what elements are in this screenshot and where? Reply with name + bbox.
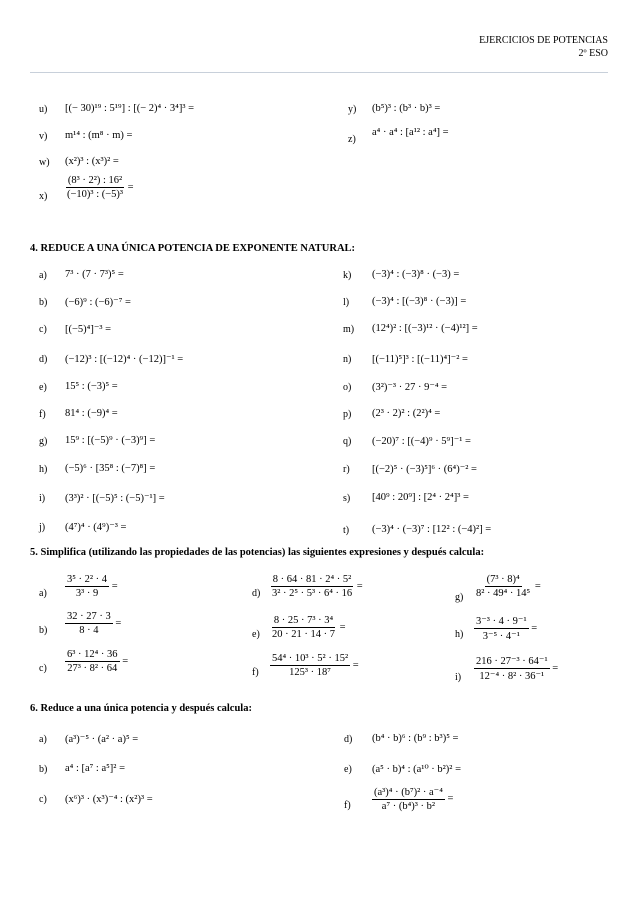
exercise-expression: (a⁵ · b)⁴ : (a¹⁰ · b²)² = xyxy=(372,764,461,775)
exercise-expression: (x⁶)³ · (x³)⁻⁴ : (x²)³ = xyxy=(65,794,153,805)
exercise-expression: 7³ · (7 · 7³)⁵ = xyxy=(65,269,124,280)
exercise-label: u) xyxy=(39,104,48,115)
fraction-numerator: 54⁴ · 10³ · 5² · 15² xyxy=(272,653,349,664)
equals-sign: = xyxy=(531,622,538,634)
fraction-denominator: 12⁻⁴ · 8² · 36⁻¹ xyxy=(479,671,545,682)
equals-sign: = xyxy=(111,580,118,592)
exercise-expression: (−3)⁴ : (−3)⁸ · (−3) = xyxy=(372,269,460,280)
fraction-denominator: 3⁻⁵ · 4⁻¹ xyxy=(482,631,520,642)
fraction-numerator: 216 · 27⁻³ · 64⁻¹ xyxy=(476,656,548,667)
header-course: 2º ESO xyxy=(578,48,608,59)
exercise-expression: (b⁵)³ : (b³ · b)³ = xyxy=(372,103,441,114)
exercise-label: s) xyxy=(343,493,351,504)
exercise-fraction xyxy=(270,653,359,678)
exercise-fraction xyxy=(474,615,537,642)
exercise-expression: 81⁴ : (−9)⁴ = xyxy=(65,408,118,419)
fraction-numerator: (a³)⁴ · (b⁷)² · a⁻⁴ xyxy=(374,787,443,798)
fraction-denominator: 125³ · 18⁷ xyxy=(289,667,331,678)
exercise-expression: (−6)⁹ : (−6)⁻⁷ = xyxy=(65,297,131,308)
exercise-label: t) xyxy=(343,525,350,536)
section-6-heading: 6. Reduce a una única potencia y después calcula: xyxy=(30,703,252,714)
fraction-denominator: 3³ · 9 xyxy=(75,588,99,599)
exercise-expression: (2³ · 2)² : (2²)⁴ = xyxy=(372,408,441,419)
exercise-label: m) xyxy=(343,324,355,335)
exercise-label: i) xyxy=(39,493,46,504)
exercise-expression: (x²)³ : (x³)² = xyxy=(65,156,119,167)
fraction-numerator: (7³ · 8)⁴ xyxy=(486,574,520,585)
exercise-label: h) xyxy=(39,464,48,475)
exercise-label: e) xyxy=(344,764,352,775)
exercise-label: r) xyxy=(343,464,350,475)
exercise-label: h) xyxy=(455,629,464,640)
exercise-expression: a⁴ : [a⁷ : a⁵]² = xyxy=(65,763,125,774)
exercise-label: a) xyxy=(39,270,47,281)
fraction-numerator: 32 · 27 · 3 xyxy=(67,611,111,622)
exercise-expression: [(−11)⁵]³ : [(−11)⁴]⁻² = xyxy=(372,354,468,365)
exercise-label: o) xyxy=(343,382,352,393)
exercise-expression: (−12)³ : [(−12)⁴ · (−12)]⁻¹ = xyxy=(65,354,184,365)
exercise-label: f) xyxy=(252,667,259,678)
fraction-numerator: 6³ · 12⁴ · 36 xyxy=(67,649,118,660)
exercise-label: g) xyxy=(39,436,48,447)
exercise-label: a) xyxy=(39,734,47,745)
equals-sign: = xyxy=(339,621,346,633)
exercise-fraction xyxy=(474,655,558,682)
exercise-label: e) xyxy=(252,629,260,640)
exercise-fraction xyxy=(65,175,134,200)
fraction-numerator: 3⁻³ · 4 · 9⁻¹ xyxy=(476,616,527,627)
exercise-expression: (−3)⁴ · (−3)⁷ : [12² : (−4)²] = xyxy=(372,524,492,535)
fraction-denominator: 27³ · 8² · 64 xyxy=(67,663,118,674)
fraction-denominator: (−10)³ : (−5)³ xyxy=(67,189,124,200)
exercise-label: p) xyxy=(343,409,352,420)
exercise-expression: (3³)² · [(−5)⁵ : (−5)⁻¹] = xyxy=(65,493,165,504)
exercise-expression: [(−2)⁵ · (−3)⁵]⁶ · (6⁴)⁻² = xyxy=(372,464,477,475)
equals-sign: = xyxy=(127,181,134,193)
exercise-label: c) xyxy=(39,794,47,805)
exercise-label: f) xyxy=(39,409,46,420)
section-4-heading: 4. REDUCE A UNA ÚNICA POTENCIA DE EXPONENTE NATURAL: xyxy=(30,243,356,254)
exercise-label: d) xyxy=(252,588,261,599)
equals-sign: = xyxy=(552,662,559,674)
exercise-label: b) xyxy=(39,297,48,308)
equals-sign: = xyxy=(115,617,122,629)
exercise-fraction xyxy=(474,574,541,599)
exercise-label: g) xyxy=(455,592,464,603)
fraction-denominator: 20 · 21 · 14 · 7 xyxy=(272,629,335,640)
exercise-fraction xyxy=(65,649,128,674)
exercise-label: e) xyxy=(39,382,47,393)
exercise-fraction xyxy=(372,786,453,812)
exercise-expression: m¹⁴ : (m⁸ · m) = xyxy=(65,130,133,141)
exercise-label: y) xyxy=(348,104,357,115)
exercise-label: b) xyxy=(39,764,48,775)
exercise-label: k) xyxy=(343,270,352,281)
exercise-expression: (a³)⁻⁵ · (a² · a)⁵ = xyxy=(65,734,139,745)
exercise-label: n) xyxy=(343,354,352,365)
exercise-fraction xyxy=(65,574,118,599)
exercise-label: c) xyxy=(39,324,47,335)
exercise-expression: a⁴ · a⁴ : [a¹² : a⁴] = xyxy=(372,127,449,138)
exercise-label: w) xyxy=(39,157,50,168)
exercise-label: b) xyxy=(39,625,48,636)
exercise-label: c) xyxy=(39,663,47,674)
exercise-expression: (12⁴)² : [(−3)¹² · (−4)¹²] = xyxy=(372,323,478,334)
exercise-expression: 15⁵ : (−3)⁵ = xyxy=(65,381,118,392)
exercise-expression: (4⁷)⁴ · (4⁹)⁻³ = xyxy=(65,522,127,533)
exercise-expression: (b⁴ · b)⁶ : (b⁹ : b³)⁵ = xyxy=(372,733,459,744)
fraction-denominator: 8 · 4 xyxy=(79,625,99,636)
exercise-label: q) xyxy=(343,436,352,447)
equals-sign: = xyxy=(122,655,129,667)
exercise-expression: (−20)⁷ : [(−4)⁹ · 5⁹]⁻¹ = xyxy=(372,436,471,447)
exercise-expression: [(−5)⁴]⁻³ = xyxy=(65,324,112,335)
equals-sign: = xyxy=(352,659,359,671)
equals-sign: = xyxy=(534,580,541,592)
exercise-label: x) xyxy=(39,191,48,202)
exercise-label: f) xyxy=(344,800,351,811)
exercise-expression: [(− 30)¹⁹ : 5¹⁹] : [(− 2)⁴ · 3⁴]³ = xyxy=(65,103,195,114)
exercise-label: i) xyxy=(455,672,462,683)
fraction-denominator: 8² · 49⁴ · 14⁵ xyxy=(476,588,531,599)
exercise-fraction xyxy=(270,615,346,640)
fraction-numerator: (8³ · 2²) : 16² xyxy=(67,175,123,186)
exercise-expression: [40⁹ : 20⁹] : [2⁴ · 2⁴]³ = xyxy=(372,492,469,503)
exercise-label: d) xyxy=(344,734,353,745)
exercise-fraction xyxy=(270,574,363,599)
exercise-expression: (3²)⁻³ · 27 · 9⁻⁴ = xyxy=(372,382,448,393)
header-title: EJERCICIOS DE POTENCIAS xyxy=(479,35,608,46)
fraction-numerator: 3⁵ · 2² · 4 xyxy=(67,574,108,585)
fraction-numerator: 8 · 64 · 81 · 2⁴ · 5² xyxy=(272,574,352,585)
equals-sign: = xyxy=(447,793,454,805)
header-rule xyxy=(30,72,608,73)
section-5-heading: 5. Simplifica (utilizando las propiedades de las potencias) las siguientes expresiones y después calcula: xyxy=(30,547,485,558)
exercise-label: a) xyxy=(39,588,47,599)
fraction-denominator: 3² · 2⁵ · 5³ · 6⁴ · 16 xyxy=(272,588,353,599)
fraction-numerator: 8 · 25 · 7³ · 3⁴ xyxy=(273,615,334,626)
fraction-denominator: a⁷ · (b⁴)³ · b² xyxy=(381,801,436,812)
exercise-expression: (−5)⁶ · [35⁸ : (−7)⁸] = xyxy=(65,463,156,474)
exercise-expression: 15⁹ : [(−5)⁹ · (−3)⁹] = xyxy=(65,435,156,446)
exercise-label: d) xyxy=(39,354,48,365)
page-header xyxy=(479,34,608,60)
exercise-expression: (−3)⁴ : [(−3)⁸ · (−3)] = xyxy=(372,296,467,307)
equals-sign: = xyxy=(356,580,363,592)
exercise-label: v) xyxy=(39,131,48,142)
exercise-label: z) xyxy=(348,134,356,145)
exercise-fraction xyxy=(65,611,121,636)
exercise-label: l) xyxy=(343,297,350,308)
exercise-label: j) xyxy=(39,522,46,533)
